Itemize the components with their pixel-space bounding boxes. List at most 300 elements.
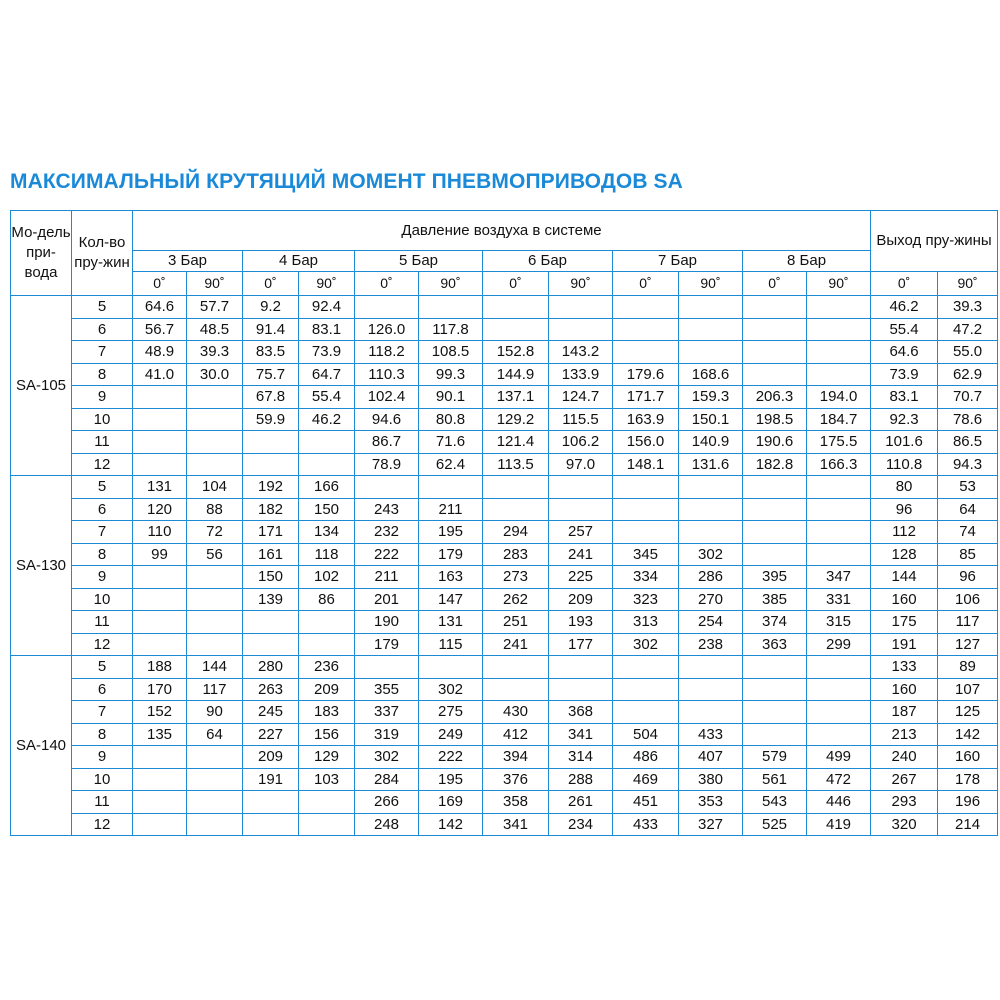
torque-value-cell: 90 (187, 701, 243, 724)
torque-value-cell: 64 (938, 498, 998, 521)
torque-value-cell: 188 (133, 656, 187, 679)
torque-value-cell: 86.7 (355, 431, 419, 454)
torque-value-cell: 62.9 (938, 363, 998, 386)
torque-value-cell: 195 (419, 521, 483, 544)
torque-value-cell: 117 (187, 678, 243, 701)
torque-value-cell (679, 656, 743, 679)
torque-value-cell: 92.3 (871, 408, 938, 431)
torque-value-cell: 347 (807, 566, 871, 589)
torque-value-cell (243, 453, 299, 476)
torque-value-cell: 101.6 (871, 431, 938, 454)
torque-value-cell (483, 498, 549, 521)
torque-value-cell: 73.9 (871, 363, 938, 386)
torque-value-cell: 341 (549, 723, 613, 746)
torque-value-cell: 334 (613, 566, 679, 589)
torque-value-cell: 234 (549, 813, 613, 836)
torque-value-cell: 166.3 (807, 453, 871, 476)
header-springs: Кол-во пру-жин (72, 211, 133, 296)
torque-value-cell (679, 498, 743, 521)
springs-cell: 12 (72, 813, 133, 836)
torque-value-cell: 504 (613, 723, 679, 746)
table-row (11, 723, 998, 746)
torque-value-cell: 469 (613, 768, 679, 791)
torque-value-cell: 472 (807, 768, 871, 791)
torque-value-cell (743, 521, 807, 544)
table-row (11, 386, 998, 409)
torque-value-cell: 192 (243, 476, 299, 499)
torque-value-cell: 358 (483, 791, 549, 814)
torque-value-cell: 143.2 (549, 341, 613, 364)
torque-value-cell: 206.3 (743, 386, 807, 409)
torque-value-cell (613, 498, 679, 521)
torque-value-cell: 41.0 (133, 363, 187, 386)
torque-value-cell (133, 813, 187, 836)
torque-value-cell: 222 (355, 543, 419, 566)
torque-value-cell: 73.9 (299, 341, 355, 364)
torque-value-cell: 135 (133, 723, 187, 746)
torque-value-cell: 117.8 (419, 318, 483, 341)
torque-value-cell: 327 (679, 813, 743, 836)
table-header (11, 211, 998, 296)
torque-value-cell (483, 476, 549, 499)
torque-value-cell: 419 (807, 813, 871, 836)
torque-value-cell: 166 (299, 476, 355, 499)
torque-value-cell (419, 476, 483, 499)
torque-value-cell (679, 296, 743, 319)
torque-value-cell: 139 (243, 588, 299, 611)
torque-value-cell: 148.1 (613, 453, 679, 476)
torque-value-cell: 96 (938, 566, 998, 589)
torque-value-cell: 46.2 (871, 296, 938, 319)
torque-value-cell: 134 (299, 521, 355, 544)
torque-value-cell: 89 (938, 656, 998, 679)
torque-value-cell (133, 431, 187, 454)
torque-value-cell: 240 (871, 746, 938, 769)
torque-value-cell: 80 (871, 476, 938, 499)
torque-value-cell: 355 (355, 678, 419, 701)
torque-value-cell: 407 (679, 746, 743, 769)
torque-value-cell: 213 (871, 723, 938, 746)
torque-value-cell: 110.3 (355, 363, 419, 386)
torque-value-cell: 39.3 (938, 296, 998, 319)
torque-value-cell (613, 296, 679, 319)
header-pressure-7-bar: 7 Бар (613, 251, 743, 272)
table-row (11, 656, 998, 679)
torque-value-cell: 112 (871, 521, 938, 544)
torque-value-cell: 353 (679, 791, 743, 814)
torque-value-cell: 48.9 (133, 341, 187, 364)
torque-value-cell: 71.6 (419, 431, 483, 454)
table-row (11, 611, 998, 634)
torque-value-cell (187, 453, 243, 476)
torque-value-cell: 525 (743, 813, 807, 836)
torque-value-cell: 257 (549, 521, 613, 544)
table-row (11, 296, 998, 319)
torque-value-cell: 315 (807, 611, 871, 634)
torque-value-cell: 78.6 (938, 408, 998, 431)
torque-value-cell: 115 (419, 633, 483, 656)
torque-value-cell: 67.8 (243, 386, 299, 409)
torque-value-cell: 380 (679, 768, 743, 791)
torque-value-cell: 99.3 (419, 363, 483, 386)
torque-value-cell (133, 453, 187, 476)
torque-value-cell: 225 (549, 566, 613, 589)
header-angle-90: 90˚ (549, 272, 613, 296)
torque-value-cell (187, 746, 243, 769)
torque-value-cell (243, 633, 299, 656)
torque-value-cell (419, 296, 483, 319)
torque-value-cell: 345 (613, 543, 679, 566)
torque-value-cell: 184.7 (807, 408, 871, 431)
torque-value-cell: 385 (743, 588, 807, 611)
page-title: МАКСИМАЛЬНЫЙ КРУТЯЩИЙ МОМЕНТ ПНЕВМОПРИВОДОВ SA (10, 170, 683, 193)
torque-value-cell (807, 701, 871, 724)
torque-value-cell: 110 (133, 521, 187, 544)
torque-value-cell (187, 431, 243, 454)
torque-value-cell: 144.9 (483, 363, 549, 386)
torque-value-cell: 129 (299, 746, 355, 769)
torque-value-cell: 433 (613, 813, 679, 836)
torque-value-cell: 543 (743, 791, 807, 814)
torque-value-cell (133, 633, 187, 656)
torque-value-cell: 283 (483, 543, 549, 566)
torque-value-cell: 156 (299, 723, 355, 746)
table-row (11, 566, 998, 589)
torque-value-cell: 179 (355, 633, 419, 656)
torque-value-cell (679, 521, 743, 544)
torque-value-cell: 125 (938, 701, 998, 724)
springs-cell: 8 (72, 723, 133, 746)
torque-value-cell (187, 768, 243, 791)
torque-value-cell: 142 (938, 723, 998, 746)
torque-value-cell: 261 (549, 791, 613, 814)
torque-value-cell (807, 656, 871, 679)
torque-value-cell: 395 (743, 566, 807, 589)
torque-value-cell: 313 (613, 611, 679, 634)
springs-cell: 5 (72, 656, 133, 679)
torque-value-cell (243, 431, 299, 454)
table-row (11, 498, 998, 521)
torque-value-cell: 127 (938, 633, 998, 656)
header-angle-0: 0˚ (613, 272, 679, 296)
torque-value-cell: 53 (938, 476, 998, 499)
torque-value-cell: 243 (355, 498, 419, 521)
torque-value-cell: 64.6 (133, 296, 187, 319)
torque-value-cell (133, 408, 187, 431)
torque-value-cell: 115.5 (549, 408, 613, 431)
torque-value-cell: 175.5 (807, 431, 871, 454)
torque-value-cell: 64 (187, 723, 243, 746)
torque-value-cell: 70.7 (938, 386, 998, 409)
torque-value-cell (807, 498, 871, 521)
torque-value-cell: 124.7 (549, 386, 613, 409)
torque-value-cell: 579 (743, 746, 807, 769)
torque-value-cell: 83.1 (299, 318, 355, 341)
torque-value-cell: 286 (679, 566, 743, 589)
torque-value-cell (355, 476, 419, 499)
torque-value-cell: 94.6 (355, 408, 419, 431)
torque-value-cell: 241 (483, 633, 549, 656)
torque-value-cell: 150.1 (679, 408, 743, 431)
pressure-header-row (11, 251, 998, 272)
springs-cell: 5 (72, 476, 133, 499)
model-cell: SA-105 (11, 296, 72, 476)
torque-value-cell: 171 (243, 521, 299, 544)
torque-value-cell: 55.0 (938, 341, 998, 364)
header-angle-0: 0˚ (133, 272, 187, 296)
torque-value-cell: 152 (133, 701, 187, 724)
torque-value-cell: 446 (807, 791, 871, 814)
torque-value-cell (613, 678, 679, 701)
torque-value-cell: 83.5 (243, 341, 299, 364)
table-row (11, 701, 998, 724)
torque-value-cell: 170 (133, 678, 187, 701)
header-angle-0: 0˚ (355, 272, 419, 296)
torque-value-cell: 47.2 (938, 318, 998, 341)
torque-value-cell (133, 746, 187, 769)
torque-value-cell: 142 (419, 813, 483, 836)
springs-cell: 11 (72, 791, 133, 814)
torque-value-cell (807, 543, 871, 566)
table-row (11, 408, 998, 431)
springs-cell: 11 (72, 611, 133, 634)
table-row (11, 678, 998, 701)
torque-value-cell: 55.4 (871, 318, 938, 341)
torque-value-cell: 48.5 (187, 318, 243, 341)
model-cell: SA-140 (11, 656, 72, 836)
torque-value-cell: 59.9 (243, 408, 299, 431)
torque-value-cell: 104 (187, 476, 243, 499)
torque-value-cell: 131 (133, 476, 187, 499)
torque-value-cell: 183 (299, 701, 355, 724)
torque-value-cell: 86.5 (938, 431, 998, 454)
torque-value-cell: 140.9 (679, 431, 743, 454)
torque-value-cell: 117 (938, 611, 998, 634)
table-row (11, 521, 998, 544)
torque-value-cell (299, 791, 355, 814)
torque-value-cell (187, 791, 243, 814)
torque-value-cell: 175 (871, 611, 938, 634)
torque-value-cell: 113.5 (483, 453, 549, 476)
header-pressure-5-bar: 5 Бар (355, 251, 483, 272)
torque-value-cell: 147 (419, 588, 483, 611)
springs-cell: 12 (72, 453, 133, 476)
torque-value-cell: 251 (483, 611, 549, 634)
torque-value-cell: 323 (613, 588, 679, 611)
torque-value-cell (807, 318, 871, 341)
torque-value-cell: 118 (299, 543, 355, 566)
torque-value-cell: 129.2 (483, 408, 549, 431)
torque-value-cell: 9.2 (243, 296, 299, 319)
torque-value-cell: 156.0 (613, 431, 679, 454)
torque-value-cell (187, 611, 243, 634)
torque-value-cell: 191 (871, 633, 938, 656)
torque-value-cell: 302 (613, 633, 679, 656)
torque-value-cell: 179.6 (613, 363, 679, 386)
torque-value-cell (549, 498, 613, 521)
torque-value-cell (549, 296, 613, 319)
torque-value-cell: 190 (355, 611, 419, 634)
torque-value-cell: 75.7 (243, 363, 299, 386)
torque-value-cell (133, 768, 187, 791)
torque-value-cell: 211 (419, 498, 483, 521)
torque-value-cell (355, 656, 419, 679)
table-body (11, 296, 998, 836)
torque-value-cell: 190.6 (743, 431, 807, 454)
torque-value-cell: 97.0 (549, 453, 613, 476)
table-row (11, 633, 998, 656)
torque-value-cell: 254 (679, 611, 743, 634)
torque-value-cell: 126.0 (355, 318, 419, 341)
torque-value-cell (133, 386, 187, 409)
torque-value-cell: 245 (243, 701, 299, 724)
torque-value-cell: 88 (187, 498, 243, 521)
springs-cell: 6 (72, 318, 133, 341)
torque-value-cell: 110.8 (871, 453, 938, 476)
torque-value-cell: 222 (419, 746, 483, 769)
torque-value-cell: 163.9 (613, 408, 679, 431)
torque-value-cell (187, 813, 243, 836)
torque-value-cell: 94.3 (938, 453, 998, 476)
torque-value-cell (549, 678, 613, 701)
torque-value-cell: 433 (679, 723, 743, 746)
torque-value-cell: 62.4 (419, 453, 483, 476)
torque-value-cell (743, 678, 807, 701)
torque-value-cell: 374 (743, 611, 807, 634)
torque-value-cell: 211 (355, 566, 419, 589)
table-row (11, 768, 998, 791)
torque-value-cell: 331 (807, 588, 871, 611)
torque-value-cell: 227 (243, 723, 299, 746)
torque-value-cell: 106.2 (549, 431, 613, 454)
springs-cell: 9 (72, 386, 133, 409)
torque-value-cell: 238 (679, 633, 743, 656)
torque-value-cell (613, 701, 679, 724)
torque-value-cell: 171.7 (613, 386, 679, 409)
torque-value-cell: 72 (187, 521, 243, 544)
header-angle-90: 90˚ (807, 272, 871, 296)
torque-value-cell (807, 476, 871, 499)
table-row (11, 341, 998, 364)
torque-value-cell: 302 (419, 678, 483, 701)
torque-value-cell: 273 (483, 566, 549, 589)
torque-value-cell: 80.8 (419, 408, 483, 431)
torque-value-cell: 160 (871, 678, 938, 701)
header-pressure-4-bar: 4 Бар (243, 251, 355, 272)
springs-cell: 12 (72, 633, 133, 656)
torque-value-cell: 302 (679, 543, 743, 566)
torque-value-cell: 46.2 (299, 408, 355, 431)
torque-value-cell (679, 476, 743, 499)
header-angle-0: 0˚ (243, 272, 299, 296)
torque-value-cell: 320 (871, 813, 938, 836)
torque-value-cell: 267 (871, 768, 938, 791)
header-model: Мо-дель при-вода (11, 211, 72, 296)
torque-value-cell: 241 (549, 543, 613, 566)
header-pressure-6-bar: 6 Бар (483, 251, 613, 272)
torque-value-cell: 341 (483, 813, 549, 836)
header-angle-0: 0˚ (483, 272, 549, 296)
torque-value-cell: 133.9 (549, 363, 613, 386)
torque-value-cell (807, 341, 871, 364)
table-row (11, 431, 998, 454)
header-pressure-8-bar: 8 Бар (743, 251, 871, 272)
torque-value-cell (483, 318, 549, 341)
torque-value-cell: 412 (483, 723, 549, 746)
torque-value-cell (299, 431, 355, 454)
torque-value-cell (133, 791, 187, 814)
header-spring-output: Выход пру-жины (871, 211, 998, 272)
torque-value-cell: 99 (133, 543, 187, 566)
torque-value-cell: 168.6 (679, 363, 743, 386)
springs-cell: 10 (72, 588, 133, 611)
torque-value-cell: 131.6 (679, 453, 743, 476)
torque-value-cell: 209 (299, 678, 355, 701)
torque-value-cell (743, 723, 807, 746)
torque-value-cell: 236 (299, 656, 355, 679)
springs-cell: 7 (72, 341, 133, 364)
torque-value-cell: 85 (938, 543, 998, 566)
springs-cell: 7 (72, 701, 133, 724)
torque-value-cell (743, 498, 807, 521)
torque-value-cell (743, 318, 807, 341)
torque-value-cell (133, 588, 187, 611)
torque-value-cell: 74 (938, 521, 998, 544)
torque-value-cell: 249 (419, 723, 483, 746)
torque-value-cell: 499 (807, 746, 871, 769)
torque-value-cell (187, 566, 243, 589)
header-angle-90: 90˚ (299, 272, 355, 296)
torque-value-cell (549, 318, 613, 341)
torque-value-cell: 232 (355, 521, 419, 544)
torque-value-cell (133, 611, 187, 634)
torque-value-cell (299, 633, 355, 656)
header-pressure-group: Давление воздуха в системе (133, 211, 871, 251)
torque-value-cell: 57.7 (187, 296, 243, 319)
torque-value-cell: 263 (243, 678, 299, 701)
torque-value-cell: 182 (243, 498, 299, 521)
torque-value-cell: 561 (743, 768, 807, 791)
model-cell: SA-130 (11, 476, 72, 656)
torque-value-cell: 363 (743, 633, 807, 656)
torque-value-cell: 270 (679, 588, 743, 611)
torque-value-cell: 150 (243, 566, 299, 589)
torque-table (10, 210, 998, 836)
torque-value-cell: 299 (807, 633, 871, 656)
torque-value-cell (187, 408, 243, 431)
torque-value-cell (355, 296, 419, 319)
torque-value-cell (613, 521, 679, 544)
header-angle-0: 0˚ (743, 272, 807, 296)
torque-value-cell: 177 (549, 633, 613, 656)
torque-value-cell: 266 (355, 791, 419, 814)
torque-value-cell: 193 (549, 611, 613, 634)
torque-value-cell: 288 (549, 768, 613, 791)
table-row (11, 813, 998, 836)
torque-value-cell: 91.4 (243, 318, 299, 341)
torque-value-cell: 159.3 (679, 386, 743, 409)
torque-value-cell: 209 (243, 746, 299, 769)
torque-value-cell (743, 543, 807, 566)
torque-value-cell (419, 656, 483, 679)
torque-value-cell (187, 588, 243, 611)
torque-value-cell: 178 (938, 768, 998, 791)
torque-value-cell (807, 296, 871, 319)
torque-value-cell (187, 386, 243, 409)
header-angle-90: 90˚ (419, 272, 483, 296)
torque-value-cell: 108.5 (419, 341, 483, 364)
torque-value-cell: 83.1 (871, 386, 938, 409)
